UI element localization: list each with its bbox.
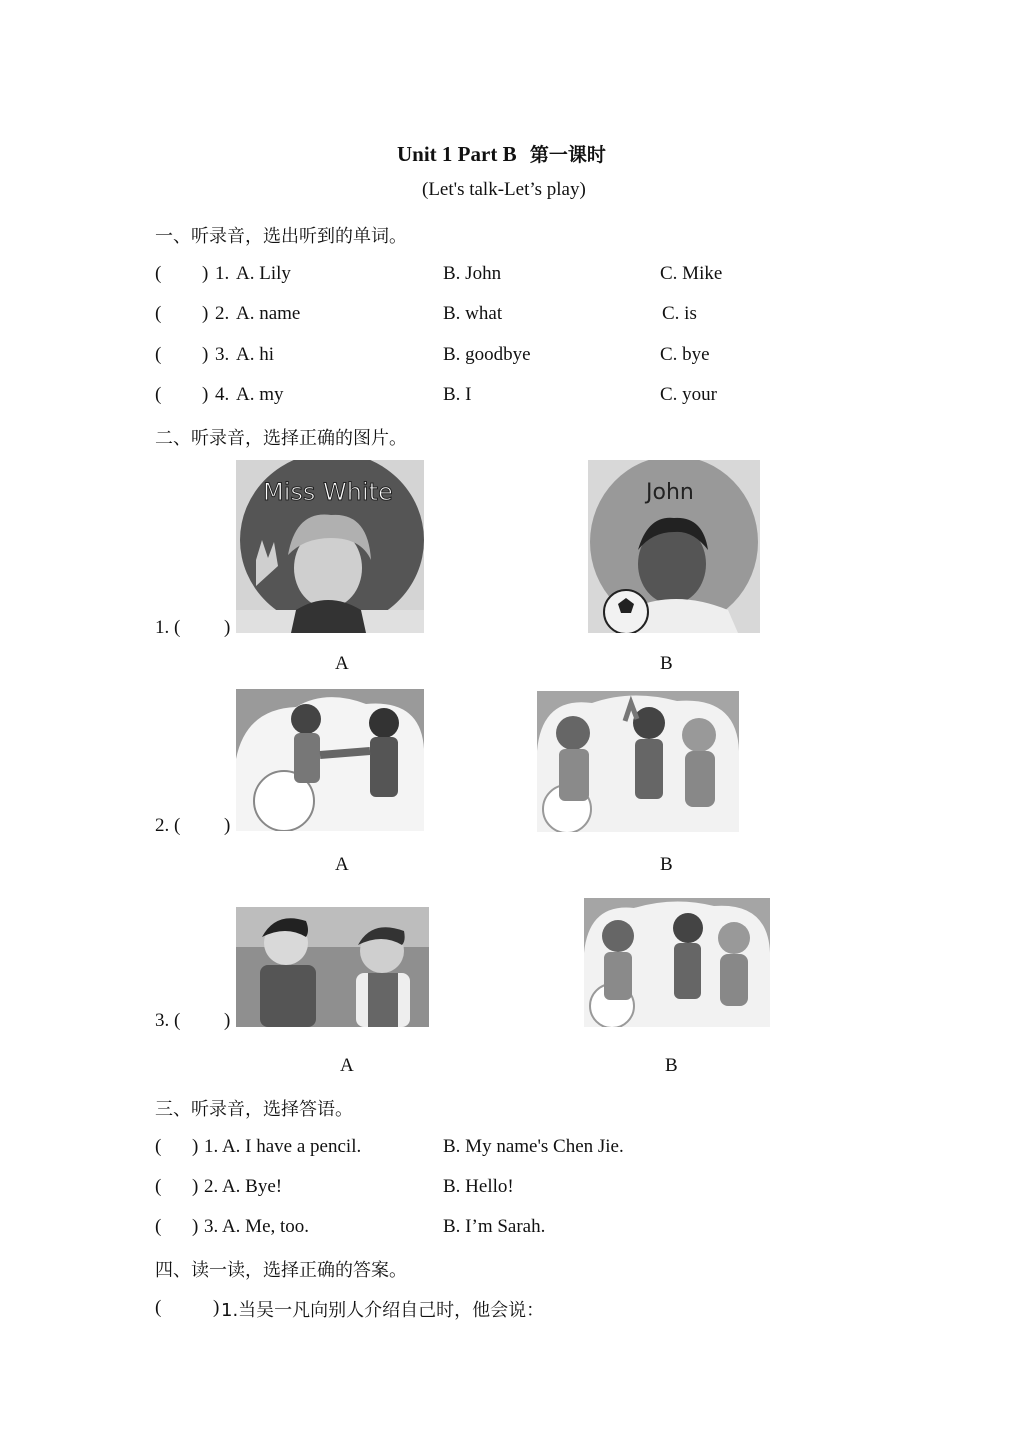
option-label-a: A — [340, 1055, 354, 1076]
option-a: 1. A. I have a pencil. — [204, 1136, 362, 1157]
page-title — [397, 140, 606, 167]
answer-paren-close: ) — [202, 344, 209, 365]
option-label-b: B — [660, 653, 673, 674]
answer-paren-open: ( — [155, 1176, 162, 1197]
answer-paren-open: ( — [155, 303, 162, 324]
answer-paren-open: ( — [155, 1216, 162, 1237]
question-number: 2. ( — [155, 815, 181, 836]
answer-paren-open: ( — [155, 384, 162, 405]
question-number: 3. ( — [155, 1010, 181, 1031]
section4-heading: 四、读一读，选择正确的答案。 — [155, 1260, 407, 1281]
answer-paren-close: ) — [202, 384, 209, 405]
title-zh: 第一课时 — [529, 144, 606, 166]
option-label-a: A — [335, 653, 349, 674]
option-b: B. Hello! — [443, 1176, 514, 1197]
picture-caption: Miss White — [263, 478, 393, 506]
section2-heading: 二、听录音，选择正确的图片。 — [155, 428, 407, 449]
answer-paren-open: ( — [155, 263, 162, 284]
page-subtitle: (Let's talk-Let’s play) — [422, 179, 586, 200]
option-a: 3. A. Me, too. — [204, 1216, 310, 1237]
option-c: C. your — [660, 384, 717, 405]
item-number: 1. — [215, 263, 230, 284]
picture-two-boys[interactable] — [236, 907, 429, 1027]
answer-paren-close: ) — [202, 263, 209, 284]
section3-heading: 三、听录音，选择答语。 — [155, 1099, 353, 1120]
picture-handshake[interactable] — [236, 689, 424, 831]
answer-paren-close: ) — [224, 1010, 231, 1031]
answer-paren-close: ) — [224, 617, 231, 638]
answer-paren-open: ( — [155, 344, 162, 365]
option-label-a: A — [335, 854, 349, 875]
answer-paren-close: ) — [192, 1216, 199, 1237]
section1-heading: 一、听录音，选出听到的单词。 — [155, 226, 407, 247]
option-label-b: B — [665, 1055, 678, 1076]
option-b: B. I — [443, 384, 472, 405]
option-b: B. John — [443, 263, 502, 284]
question-text: 1.当吴一凡向别人介绍自己时，他会说： — [221, 1300, 545, 1321]
item-number: 4. — [215, 384, 230, 405]
option-label-b: B — [660, 854, 673, 875]
option-c: C. is — [662, 303, 697, 324]
option-a: A. Lily — [236, 263, 291, 284]
option-b: B. goodbye — [443, 344, 531, 365]
picture-miss-white[interactable] — [236, 460, 424, 633]
answer-paren-close: ) — [213, 1297, 220, 1318]
item-number: 2. — [215, 303, 230, 324]
option-a: 2. A. Bye! — [204, 1176, 283, 1197]
picture-john[interactable] — [588, 460, 760, 633]
picture-group-greeting[interactable] — [537, 691, 739, 832]
option-a: A. my — [236, 384, 284, 405]
item-number: 3. — [215, 344, 230, 365]
option-a: A. name — [236, 303, 301, 324]
answer-paren-close: ) — [192, 1176, 199, 1197]
answer-paren-close: ) — [202, 303, 209, 324]
title-en: Unit 1 Part B — [397, 142, 517, 166]
option-b: B. My name's Chen Jie. — [443, 1136, 624, 1157]
answer-paren-open: ( — [155, 1136, 162, 1157]
option-c: C. bye — [660, 344, 710, 365]
picture-caption: John — [646, 480, 694, 505]
option-c: C. Mike — [660, 263, 723, 284]
question-number: 1. ( — [155, 617, 181, 638]
option-b: B. what — [443, 303, 503, 324]
picture-group-greeting-2[interactable] — [584, 898, 770, 1027]
answer-paren-open: ( — [155, 1297, 162, 1318]
option-b: B. I’m Sarah. — [443, 1216, 546, 1237]
answer-paren-close: ) — [224, 815, 231, 836]
answer-paren-close: ) — [192, 1136, 199, 1157]
option-a: A. hi — [236, 344, 274, 365]
